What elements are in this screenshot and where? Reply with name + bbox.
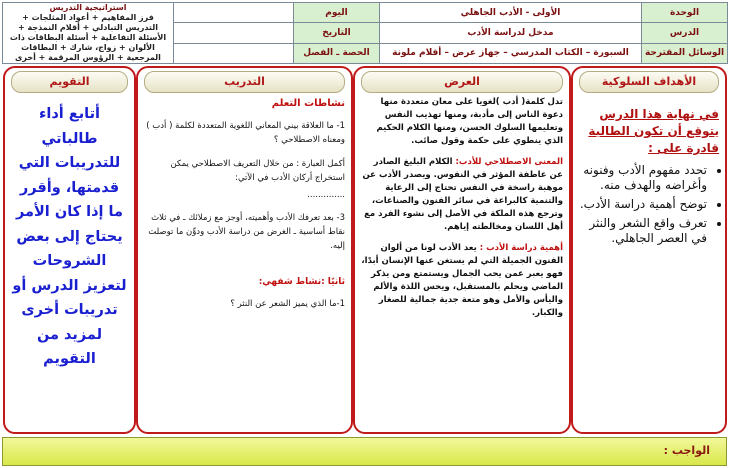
training-question-1: 1- ما العلاقة بيني المعاني اللغوية المتعددة لكلمة ( أدب ) ومعناه الاصطلاحي ؟: [146, 121, 345, 145]
oral-question-1: 1-ما الذي يميز الشعر عن النثر ؟: [230, 299, 345, 309]
training-title: التدريب: [144, 71, 345, 93]
homework-label: الواجب :: [663, 444, 710, 457]
date-label: التاريخ: [294, 23, 380, 43]
lesson-label: الدرس: [642, 23, 728, 43]
unit-value: الأولى - الأدب الجاهلي: [380, 3, 642, 23]
presentation-title: العرض: [361, 71, 563, 93]
aids-value: السبورة – الكتاب المدرسي – جهاز عرض – أقلام ملونة: [380, 43, 642, 63]
goals-intro: في نهاية هذا الدرس يتوقع أن تكون الطالبة قادرة على :: [588, 107, 719, 155]
aids-label: الوسائل المقترحة: [642, 43, 728, 63]
training-question-3: 3- بعد تعرفك الأدب وأهميته، أوجز مع زملائك ـ في ثلاث نقاط أساسية ـ الغرض من دراسة الأدب ودوِّن ما توصلت إليه.: [148, 213, 345, 251]
evaluation-text: أتابع أداء طالباتي للتدريبات التي قدمتها، وأقرر ما إذا كان الأمر يحتاج إلى بعض الشروحات لتعزيز الدرس أو تدريبات أخرى لمزيد من التقويم: [12, 106, 127, 367]
homework-bar: [2, 437, 727, 466]
period-label: الحصة ـ الفصل: [294, 43, 380, 63]
day-label: اليوم: [294, 3, 380, 23]
term-definition-label: المعنى الاصطلاحي للأدب:: [455, 157, 563, 167]
evaluation-title: التقويم: [11, 71, 128, 93]
unit-label: الوحدة: [642, 3, 728, 23]
term-definition-text: الكلام البليغ الصادر عن عاطفة المؤثر في النفوس. ويصدر الأدب عن موهبة راسخة في النفس تحتاج إلى الرعاية والتنمية كالبراعة في سائر الفنون والصناعات، وترجع هذه الملكة في الأصل إلى نشوء الفرد مع أهل اللسان ومخالطته إياهم.: [362, 157, 563, 232]
presentation-column: [353, 66, 571, 434]
strategy-label: استراتيجية التدريس: [49, 3, 127, 12]
presentation-paragraph-2: [361, 156, 563, 234]
goals-title: الأهداف السلوكية: [579, 71, 719, 93]
importance-label: أهمية دراسة الأدب :: [479, 243, 563, 253]
goal-item: • تعرف واقع الشعر والنثر في العصر الجاهلي.: [579, 216, 707, 246]
training-question-2: أكمل العبارة : من خلال التعريف الاصطلاحي يمكن استخراج أركان الأدب في الآتي:: [170, 159, 345, 183]
day-value: [174, 3, 294, 23]
period-value: [174, 43, 294, 63]
presentation-paragraph-1: تدل كلمة( أدب )لغويا على معان متعددة منها دعوة الناس إلى مأدبة، ومنها تهذيب النفس وتعليمها السلوك الحسن، ومنها الكلام الحكيم الذي ينطوي على حكمة وقول صائب.: [376, 97, 563, 146]
lesson-value: مدخل لدراسة الأدب: [380, 23, 642, 43]
strategy-value: فرز المفاهيم + أعواد المثلجات + التدريس التبادلي + أقلام النمذجة + الأسئلة التفاعلية + أسئلة البطاقات ذات الألوان + زواج، شارك + البطاقات المرجعية + الرؤوس المرقمة + أخرى: [9, 13, 167, 62]
goals-column: [571, 66, 727, 434]
lesson-header-table: [2, 2, 728, 64]
oral-activity-label: ثانيًا :نشاط شفهي:: [258, 277, 345, 287]
date-value: [174, 23, 294, 43]
answer-dots: ..............: [307, 190, 345, 200]
goals-list: [579, 163, 719, 246]
goal-item: • توضح أهمية دراسة الأدب.: [579, 197, 707, 212]
importance-text: يعد الأدب لونا من ألوان الفنون الجميلة التي لم يستغن عنها الإنسان أبدًا، فهو يعبر عمن يحب الجمال ويستمتع ومن يذكر الماضي ويحلم بالمستقبل، ويحس اللذة والألم واليأس والأمل وهو متعة جدية جمالية للصغار والكبار.: [361, 243, 563, 318]
training-column: [136, 66, 353, 434]
strategy-cell: [3, 3, 174, 64]
evaluation-column: [3, 66, 136, 434]
goal-item: • تحدد مفهوم الأدب وفنونه وأغراضه والهدف منه.: [579, 163, 707, 193]
activities-label: نشاطات التعلم: [271, 98, 345, 109]
presentation-paragraph-3: [361, 242, 563, 320]
